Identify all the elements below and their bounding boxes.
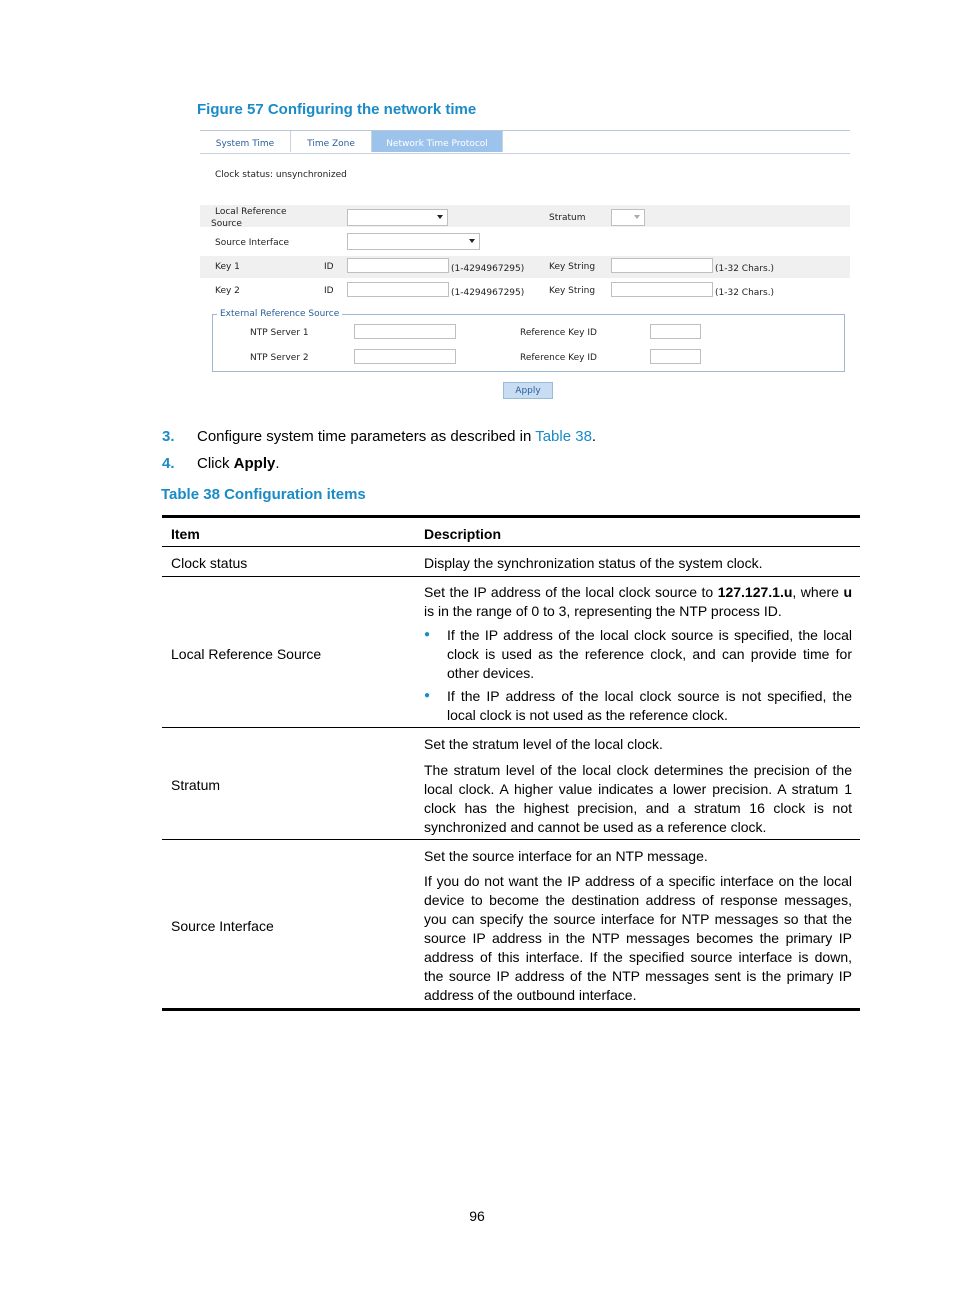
page-number: 96 [469, 1208, 485, 1224]
tab-bar [200, 130, 850, 154]
ref-key-id2-input[interactable] [650, 349, 701, 364]
table-header-rule [162, 546, 860, 547]
table-header-description: Description [424, 526, 502, 542]
row-stratum-desc-1: Set the stratum level of the local clock. [424, 736, 663, 752]
tab-time-zone[interactable]: Time Zone [291, 131, 372, 152]
bullet-icon: ● [424, 629, 431, 640]
apply-button[interactable]: Apply [503, 382, 553, 399]
tab-network-time-protocol[interactable]: Network Time Protocol [372, 131, 503, 152]
local-ref-row [200, 205, 850, 227]
ntp-server1-input[interactable] [354, 324, 456, 339]
figure-caption: Figure 57 Configuring the network time [197, 101, 477, 118]
key1-id-input[interactable] [347, 258, 449, 273]
key1-id-hint: (1-4294967295) [451, 264, 525, 274]
row-source-interface-desc-2: If you do not want the IP address of a specific interface on the local device to become the destination address of response messages, you can specify the source interface for NTP messages so that the source IP address in the NTP messages becomes the primary IP address of this interface. If the specified source interface is down, the source IP address of the NTP messages sent is the primary IP address of the outbound interface. [424, 873, 852, 1003]
table-row-rule [162, 576, 860, 577]
ref-key-id1-input[interactable] [650, 324, 701, 339]
key2-string-label: Key String [549, 286, 596, 296]
key1-id-label: ID [324, 262, 334, 272]
source-interface-select[interactable] [347, 233, 480, 250]
step-3-text [197, 428, 596, 445]
clock-status-text: Clock status: unsynchronized [215, 170, 347, 180]
chevron-down-icon [469, 239, 475, 243]
table-header-item: Item [171, 526, 200, 542]
ntp-config-screenshot [200, 130, 850, 402]
step-4-text [197, 455, 280, 472]
table-38-link[interactable]: Table 38 [535, 428, 592, 445]
table-row-rule [162, 839, 860, 840]
external-ref-fieldset [212, 314, 845, 372]
step-4-post: . [275, 455, 280, 472]
bullet-icon: ● [424, 690, 431, 701]
key2-id-label: ID [324, 286, 334, 296]
local-ref-select[interactable] [347, 209, 448, 226]
step-3-pre: Configure system time parameters as described in [197, 428, 536, 445]
ref-key-id1-label: Reference Key ID [520, 328, 597, 338]
step-3-post: . [591, 428, 597, 445]
key2-id-hint: (1-4294967295) [451, 288, 525, 298]
external-ref-legend: External Reference Source [217, 309, 342, 319]
row-clock-status-desc: Display the synchronization status of the system clock. [424, 555, 763, 571]
key1-string-hint: (1-32 Chars.) [715, 264, 775, 274]
local-ref-desc-post: is in the range of 0 to 3, representing the NTP process ID. [424, 603, 782, 619]
table-caption: Table 38 Configuration items [161, 486, 366, 503]
key2-label: Key 2 [215, 286, 240, 296]
table-top-rule [162, 515, 860, 518]
ref-key-id2-label: Reference Key ID [520, 353, 597, 363]
key1-string-label: Key String [549, 262, 596, 272]
step-4-bold: Apply [233, 455, 276, 472]
stratum-select[interactable] [611, 209, 645, 226]
local-ref-bullet-1: If the IP address of the local clock source is specified, the local clock is used as the reference clock, and can provide time for other devices. [447, 627, 852, 681]
ntp-server2-label: NTP Server 2 [250, 353, 309, 363]
key2-string-input[interactable] [611, 282, 713, 297]
local-ref-desc-u: u [843, 584, 852, 600]
ntp-server2-input[interactable] [354, 349, 456, 364]
local-ref-label-1: Local Reference [215, 207, 287, 217]
row-stratum-desc-2: The stratum level of the local clock determines the precision of the local clock. A higher value indicates a lower precision. A stratum 1 clock has the highest precision, and a stratum 16 clock is not synchronized and cannot be used as a reference clock. [424, 762, 852, 835]
local-ref-desc-pre: Set the IP address of the local clock source to [424, 584, 718, 600]
step-4-number: 4. [162, 455, 175, 472]
ntp-server1-label: NTP Server 1 [250, 328, 309, 338]
table-row-rule [162, 727, 860, 728]
local-ref-desc-mid: , where [792, 584, 844, 600]
row-local-ref-item: Local Reference Source [171, 646, 322, 662]
local-ref-bullet-2: If the IP address of the local clock source is not specified, the local clock is not used as the reference clock. [447, 688, 852, 723]
key1-string-input[interactable] [611, 258, 713, 273]
key1-label: Key 1 [215, 262, 240, 272]
row-local-ref-desc [424, 583, 852, 621]
step-4-pre: Click [197, 455, 234, 472]
tab-system-time[interactable]: System Time [200, 131, 291, 152]
table-bottom-rule [162, 1008, 860, 1011]
local-ref-desc-ip: 127.127.1.u [717, 584, 793, 600]
key2-string-hint: (1-32 Chars.) [715, 288, 775, 298]
key2-id-input[interactable] [347, 282, 449, 297]
local-ref-label-2: Source [211, 219, 242, 229]
row-stratum-item: Stratum [171, 777, 221, 793]
source-interface-label: Source Interface [215, 238, 290, 248]
chevron-down-icon [634, 215, 640, 219]
row-source-interface-item: Source Interface [171, 918, 274, 934]
step-3-number: 3. [162, 428, 175, 445]
row-source-interface-desc-1: Set the source interface for an NTP message. [424, 848, 708, 864]
row-clock-status-item: Clock status [171, 555, 248, 571]
chevron-down-icon [437, 215, 443, 219]
stratum-label: Stratum [549, 213, 586, 223]
